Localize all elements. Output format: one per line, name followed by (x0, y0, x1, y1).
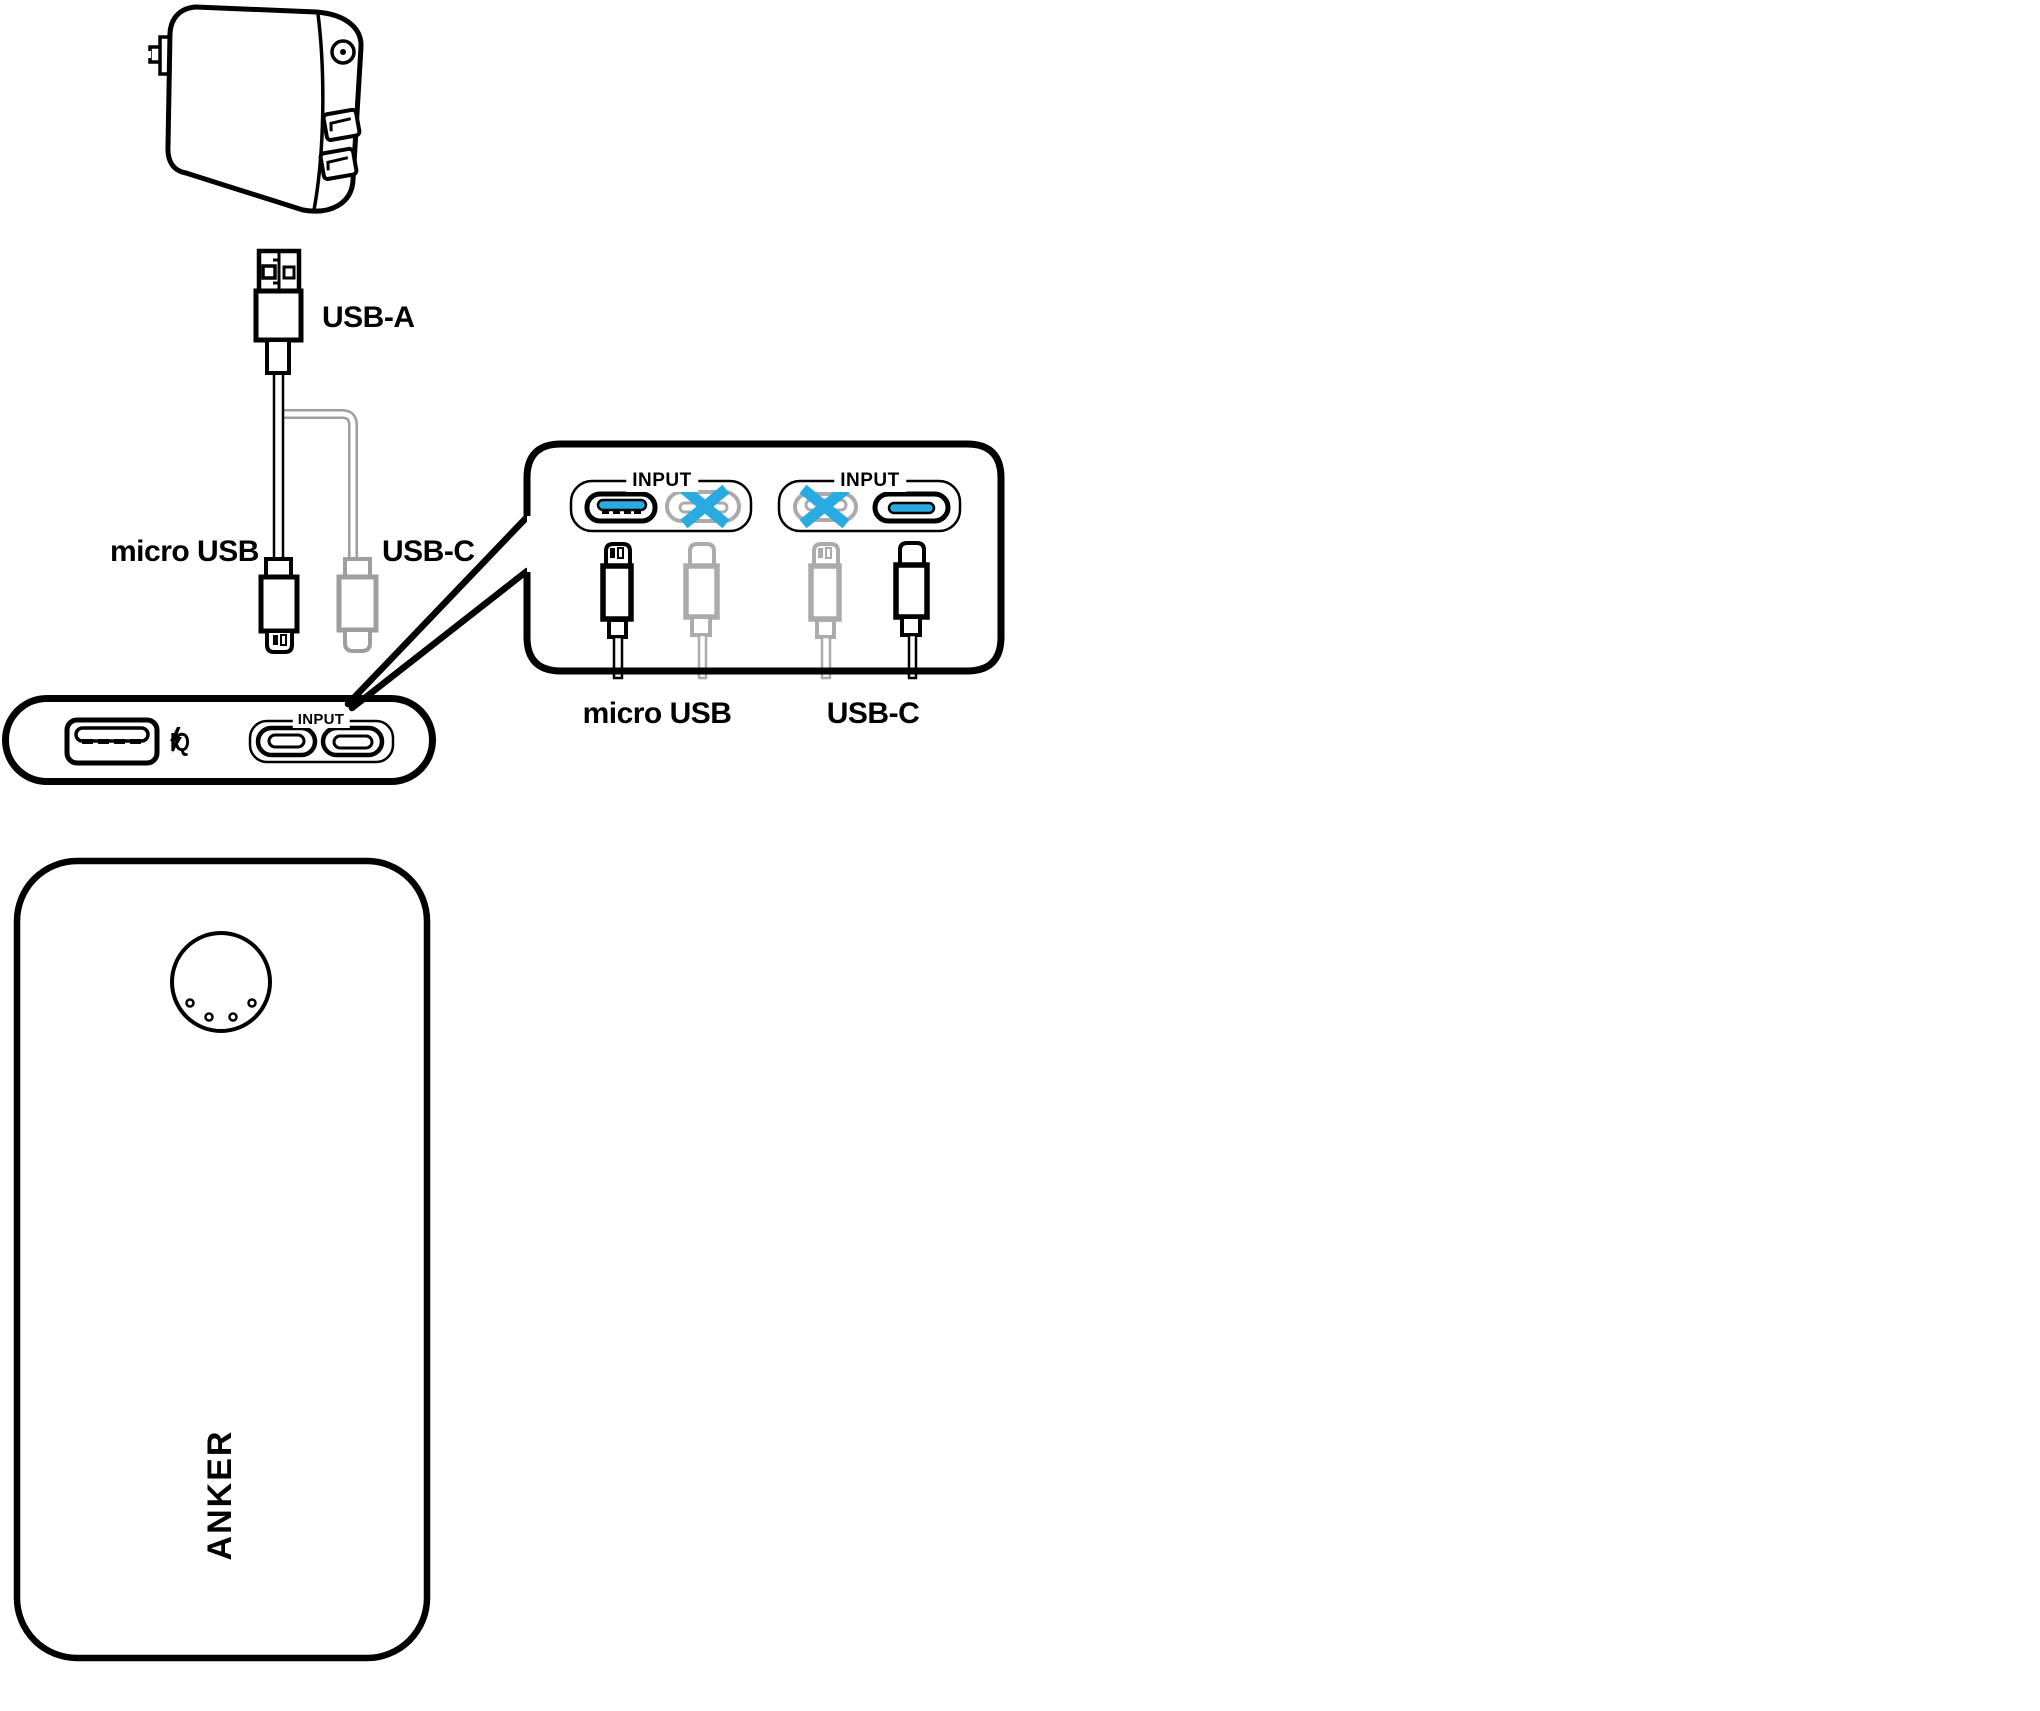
micro-usb-port-active (587, 494, 655, 521)
usb-a-output-port (67, 720, 157, 763)
usb-a-label: USB-A (322, 301, 415, 334)
led-dot-icon (230, 1014, 237, 1021)
micro-usb-branch-cable (274, 371, 283, 561)
micro-usb-port-disabled (795, 489, 856, 524)
usb-c-input-port (323, 728, 382, 755)
callout-micro-usb-label: micro USB (582, 697, 732, 730)
led-dot-icon (206, 1014, 213, 1021)
callout-input-label-right: INPUT (834, 470, 906, 492)
micro-usb-connector (261, 559, 297, 652)
poweriq-badge (170, 727, 193, 758)
usb-c-cable-label: USB-C (382, 535, 475, 568)
micro-usb-input-port (258, 728, 315, 755)
powerbank-input-label: INPUT (293, 711, 350, 728)
usb-a-connector (256, 251, 301, 373)
callout-usb-c-label: USB-C (826, 697, 920, 730)
anker-brand-logo: ANKER (201, 1429, 239, 1561)
power-button-icon (172, 933, 270, 1031)
usb-c-connector (339, 559, 376, 651)
led-dot-icon (187, 1000, 194, 1007)
usb-c-branch-cable (282, 414, 353, 560)
led-dot-icon (249, 1000, 256, 1007)
callout-input-label-left: INPUT (626, 470, 698, 492)
powerbank-top-view (6, 699, 433, 782)
plug-prong-icon (147, 37, 170, 74)
micro-usb-cable-label: micro USB (110, 535, 259, 568)
usb-c-port-disabled (667, 489, 739, 524)
poweriq-label: IQ (170, 727, 189, 757)
wall-charger (147, 7, 361, 211)
usb-c-port-active (875, 494, 948, 521)
